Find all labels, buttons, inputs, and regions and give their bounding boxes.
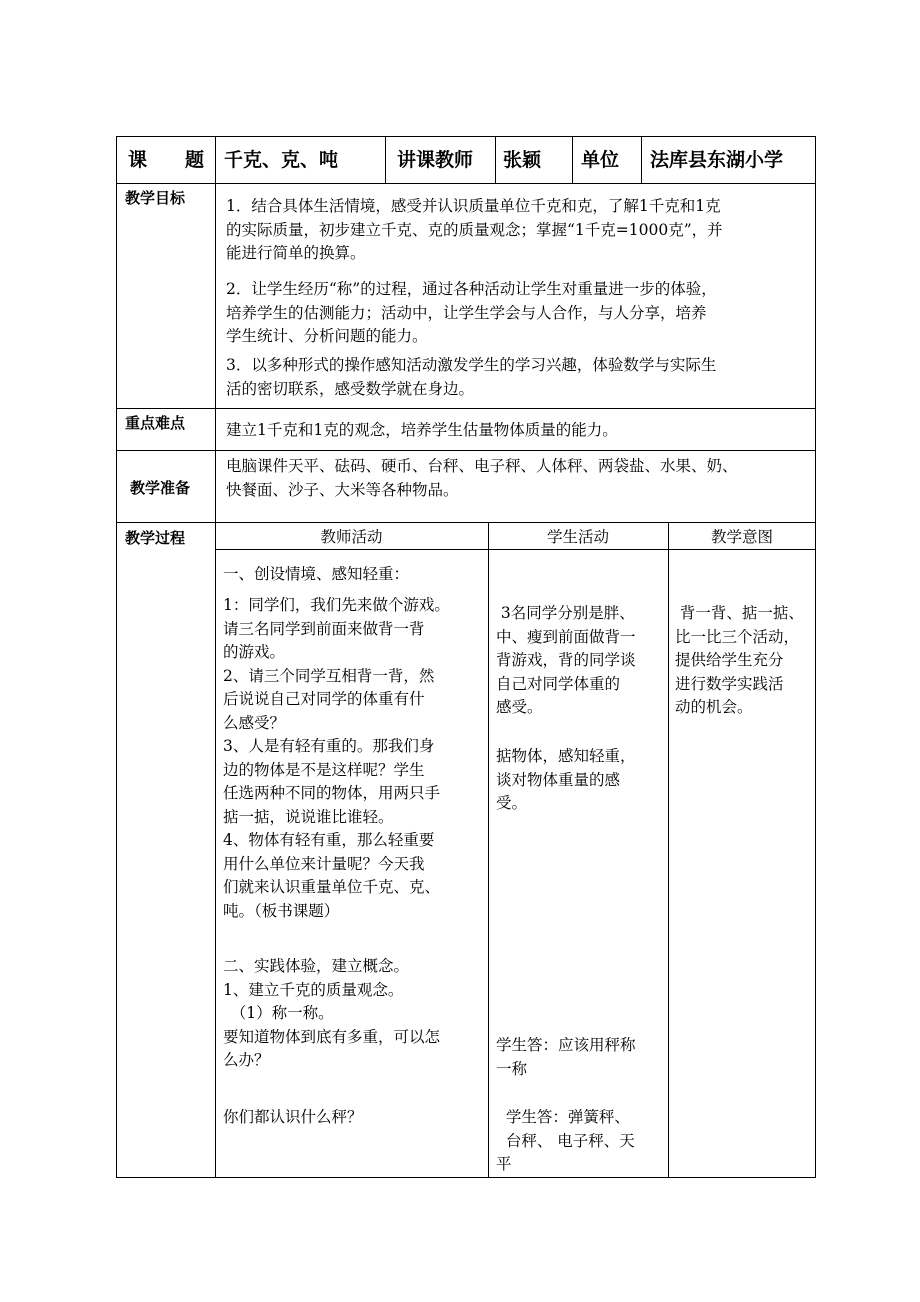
teacher-line: 掂一掂，说说谁比谁轻。 bbox=[223, 807, 394, 826]
key-points-text: 建立1千克和1克的观念，培养学生估量物体质量的能力。 bbox=[226, 421, 618, 439]
teacher-line: 边的物体是不是这样呢？学生 bbox=[223, 760, 425, 779]
teacher-line: 任选两种不同的物体，用两只手 bbox=[223, 784, 441, 802]
teacher-line: 请三名同学到前面来做背一背 bbox=[223, 619, 425, 638]
goals-line: 学生统计、分析问题的能力。 bbox=[226, 327, 428, 345]
intent-line: 提供给学生充分 bbox=[675, 651, 784, 669]
goals-line: 的实际质量，初步建立千克、克的质量观念；掌握“1千克=1000克”，并 bbox=[226, 220, 723, 239]
row-divider bbox=[116, 522, 816, 523]
goals-line: 能进行简单的换算。 bbox=[226, 244, 366, 262]
student-line: 中、瘦到前面做背一 bbox=[496, 627, 636, 646]
student-line: 受。 bbox=[496, 794, 528, 812]
teacher-line: （1）称一称。 bbox=[223, 1004, 334, 1022]
topic-value: 千克、克、吨 bbox=[224, 149, 339, 171]
teacher-line: 2、请三个同学互相背一背，然 bbox=[223, 666, 435, 685]
process-column-divider bbox=[668, 522, 669, 1178]
teacher-section2 bbox=[223, 955, 440, 1073]
preparation-text bbox=[226, 455, 738, 502]
goals-line: 3．以多种形式的操作感知活动激发学生的学习兴趣，体验数学与实际生 bbox=[226, 356, 717, 374]
student-block bbox=[496, 745, 636, 816]
row-divider bbox=[116, 408, 816, 409]
teacher-line: 1：同学们，我们先来做个游戏。 bbox=[223, 596, 450, 614]
teacher-line: 们就来认识重量单位千克、克、 bbox=[223, 878, 441, 896]
unit-label: 单位 bbox=[581, 149, 620, 171]
goals-line: 培养学生的估测能力；活动中，让学生学会与人合作，与人分享，培养 bbox=[226, 303, 707, 322]
header-divider bbox=[385, 136, 386, 183]
label-column-divider bbox=[215, 136, 216, 1178]
col-header-intent: 教学意图 bbox=[710, 528, 773, 546]
teacher-line: 4、物体有轻有重，那么轻重要 bbox=[223, 831, 435, 849]
teacher-line: 用什么单位来计量呢？今天我 bbox=[223, 854, 425, 873]
intent-line: 比一比三个活动， bbox=[675, 627, 800, 646]
goals-item-3 bbox=[226, 354, 716, 401]
unit-value: 法库县东湖小学 bbox=[650, 149, 784, 171]
student-line: 台秤、 电子秤、天 bbox=[496, 1131, 635, 1150]
teacher-label: 讲课教师 bbox=[397, 149, 474, 171]
student-line: 学生答：应该用秤称 bbox=[496, 1036, 636, 1054]
intent-line: 进行数学实践活 bbox=[675, 674, 784, 693]
teacher-section1-title: 一、创设情境、感知轻重： bbox=[223, 565, 410, 583]
header-divider bbox=[641, 136, 642, 183]
student-line: 谈对物体重量的感 bbox=[496, 770, 621, 789]
preparation-line: 电脑课件天平、砝码、硬币、台秤、电子秤、人体秤、两袋盐、水果、奶、 bbox=[226, 457, 738, 475]
teacher-activities bbox=[223, 594, 450, 923]
preparation-label: 教学准备 bbox=[130, 479, 191, 497]
teacher-line: 要知道物体到底有多重，可以怎 bbox=[223, 1027, 441, 1046]
teacher-line: 的游戏。 bbox=[223, 643, 286, 661]
teacher-line: 么办？ bbox=[223, 1051, 270, 1069]
process-header-divider bbox=[215, 549, 816, 550]
student-line: 自己对同学体重的 bbox=[496, 674, 621, 693]
topic-label: 课 题 bbox=[128, 149, 205, 171]
student-line: 感受。 bbox=[496, 698, 543, 716]
key-points-label: 重点难点 bbox=[125, 414, 186, 432]
process-column-divider bbox=[488, 522, 489, 1178]
intent-line: 背一背、掂一掂、 bbox=[675, 604, 804, 622]
teacher-line: 二、实践体验，建立概念。 bbox=[223, 957, 410, 975]
teacher-line: 么感受？ bbox=[223, 713, 286, 732]
teacher-line: 1、建立千克的质量观念。 bbox=[223, 980, 404, 999]
student-line: 掂物体，感知轻重， bbox=[496, 747, 636, 765]
student-line: 背游戏，背的同学谈 bbox=[496, 651, 636, 669]
student-line: 一称 bbox=[496, 1059, 528, 1078]
header-divider bbox=[495, 136, 496, 183]
student-block bbox=[496, 1034, 636, 1081]
intent-line: 动的机会。 bbox=[675, 698, 753, 716]
teacher-line: 后说说自己对同学的体重有什 bbox=[223, 690, 425, 708]
col-header-student: 学生活动 bbox=[546, 528, 609, 546]
goals-item-1 bbox=[226, 195, 723, 266]
student-block bbox=[496, 1106, 635, 1177]
goals-line: 1．结合具体生活情境，感受并认识质量单位千克和克，了解1千克和1克 bbox=[226, 197, 721, 215]
row-divider bbox=[116, 183, 816, 184]
teacher-line: 3、人是有轻有重的。那我们身 bbox=[223, 737, 435, 755]
student-block bbox=[496, 602, 636, 720]
header-divider bbox=[572, 136, 573, 183]
teacher-value: 张颖 bbox=[503, 149, 542, 171]
teacher-last-question: 你们都认识什么秤？ bbox=[223, 1108, 363, 1126]
col-header-teacher: 教师活动 bbox=[320, 528, 383, 546]
goals-line: 2．让学生经历“称”的过程，通过各种活动让学生对重量进一步的体验， bbox=[226, 280, 717, 298]
intent-text bbox=[675, 602, 804, 720]
row-divider bbox=[116, 450, 816, 451]
goals-item-2 bbox=[226, 278, 717, 349]
process-label: 教学过程 bbox=[125, 529, 186, 547]
student-line: 3名同学分别是胖、 bbox=[496, 604, 635, 622]
preparation-line: 快餐面、沙子、大米等各种物品。 bbox=[226, 480, 459, 499]
goals-label: 教学目标 bbox=[125, 189, 186, 207]
teacher-line: 吨。（板书课题） bbox=[223, 901, 340, 920]
student-line: 学生答：弹簧秤、 bbox=[496, 1108, 630, 1126]
student-line: 平 bbox=[496, 1155, 512, 1173]
goals-line: 活的密切联系，感受数学就在身边。 bbox=[226, 379, 475, 398]
